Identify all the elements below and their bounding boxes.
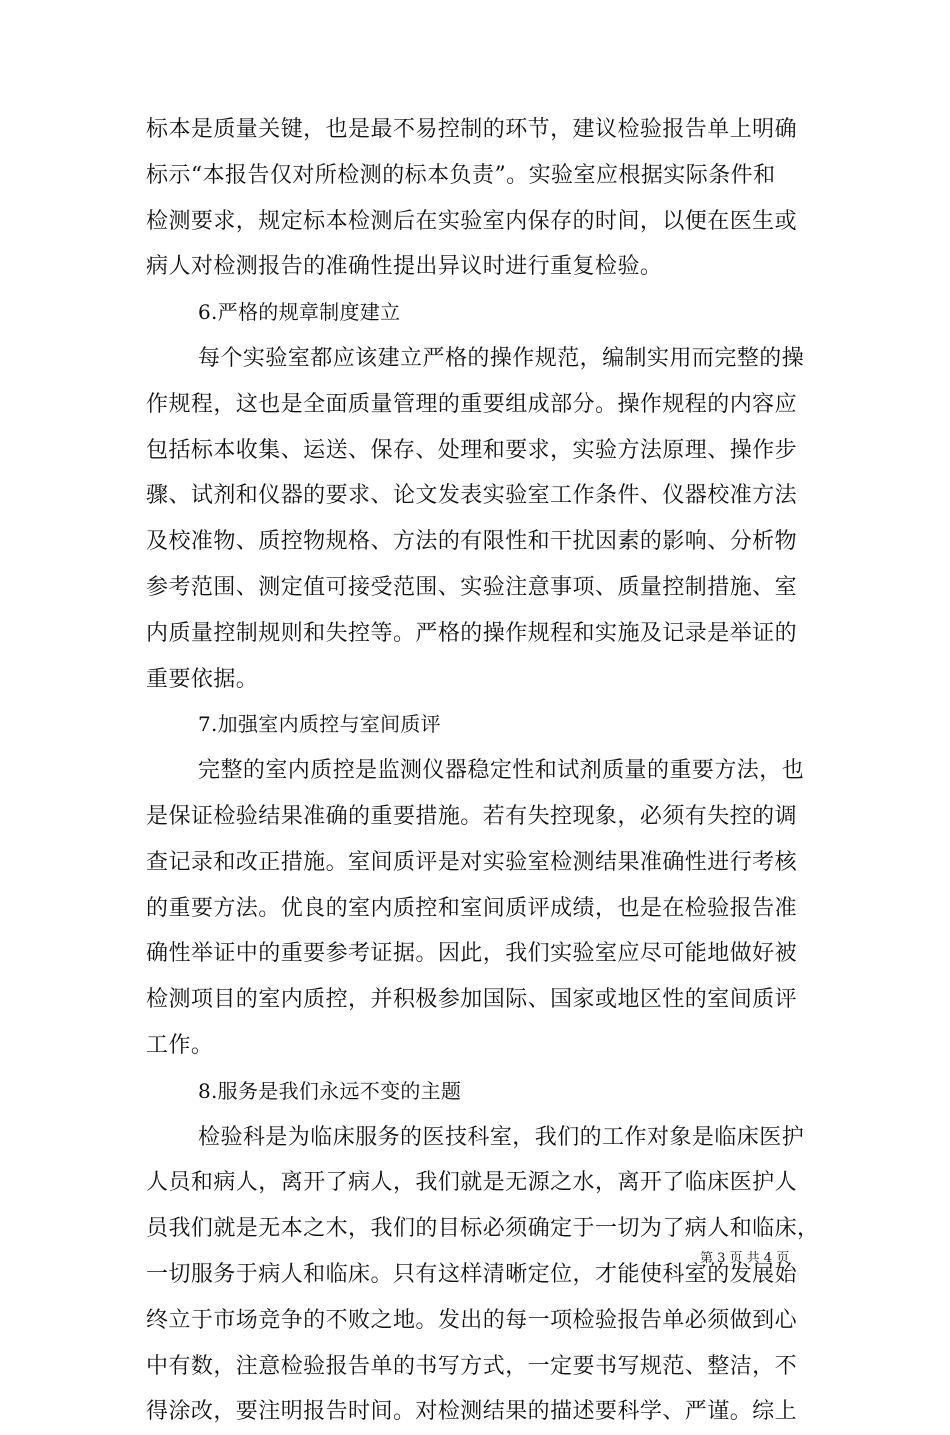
- section-6: [146, 290, 806, 702]
- paragraph-line: 内质量控制规则和失控等。严格的操作规程和实施及记录是举证的: [146, 620, 798, 646]
- paragraph-line: 查记录和改正措施。室间质评是对实验室检测结果准确性进行考核: [146, 849, 798, 875]
- paragraph-line: 是保证检验结果准确的重要措施。若有失控现象，必须有失控的调: [146, 803, 798, 829]
- paragraph-line: 每个实验室都应该建立严格的操作规范，编制实用而完整的操: [198, 345, 805, 371]
- intro-paragraph: [146, 107, 806, 290]
- paragraph-line: 得涂改，要注明报告时间。对检测结果的描述要科学、严谨。综上: [146, 1399, 798, 1425]
- paragraph-line: 标本是质量关键，也是最不易控制的环节，建议检验报告单上明确: [146, 117, 798, 142]
- paragraph-line: 检测要求，规定标本检测后在实验室内保存的时间，以便在医生或: [146, 208, 798, 234]
- section-heading: 8.服务是我们永远不变的主题: [198, 1078, 462, 1103]
- paragraph-line: 及校准物、质控物规格、方法的有限性和干扰因素的影响、分析物: [146, 529, 798, 555]
- paragraph-line: 病人对检测报告的准确性提出异议时进行重复检验。: [146, 254, 663, 280]
- paragraph-line: 包括标本收集、运送、保存、处理和要求，实验方法原理、操作步: [146, 437, 798, 463]
- paragraph-line: 员我们就是无本之木，我们的目标必须确定于一切为了病人和临床，: [146, 1216, 820, 1242]
- paragraph-line: 中有数，注意检验报告单的书写方式，一定要书写规范、整洁，不: [146, 1353, 798, 1379]
- paragraph-line: 检验科是为临床服务的医技科室，我们的工作对象是临床医护: [198, 1124, 805, 1150]
- paragraph-line: 重要依据。: [146, 666, 259, 692]
- paragraph-line: 骤、试剂和仪器的要求、论文发表实验室工作条件、仪器校准方法: [146, 483, 798, 509]
- paragraph-line: 检测项目的室内质控，并积极参加国际、国家或地区性的室间质评: [146, 987, 798, 1013]
- section-heading: 6.严格的规章制度建立: [198, 300, 401, 325]
- paragraph-line: 参考范围、测定值可接受范围、实验注意事项、质量控制措施、室: [146, 574, 798, 600]
- paragraph-line: 标示“本报告仅对所检测的标本负责”。实验室应根据实际条件和: [146, 162, 776, 188]
- section-7: [146, 702, 806, 1068]
- paragraph-line: 的重要方法。优良的室内质控和室间质评成绩，也是在检验报告准: [146, 895, 798, 921]
- document-body: [146, 107, 820, 1435]
- paragraph-line: 确性举证中的重要参考证据。因此，我们实验室应尽可能地做好被: [146, 941, 798, 967]
- section-heading: 7.加强室内质控与室间质评: [198, 712, 441, 737]
- page-number-footer: 第 3 页 共 4 页: [700, 1251, 790, 1266]
- paragraph-line: 完整的室内质控是监测仪器稳定性和试剂质量的重要方法，也: [198, 758, 805, 784]
- paragraph-line: 人员和病人，离开了病人，我们就是无源之水，离开了临床医护人: [146, 1170, 798, 1196]
- paragraph-line: 作规程，这也是全面质量管理的重要组成部分。操作规程的内容应: [146, 391, 798, 417]
- paragraph-line: 终立于市场竞争的不败之地。发出的每一项检验报告单必须做到心: [146, 1307, 798, 1333]
- paragraph-line: 工作。: [146, 1032, 214, 1058]
- paragraph-line: 一切服务于病人和临床。只有这样清晰定位，才能使科室的发展始: [146, 1261, 798, 1287]
